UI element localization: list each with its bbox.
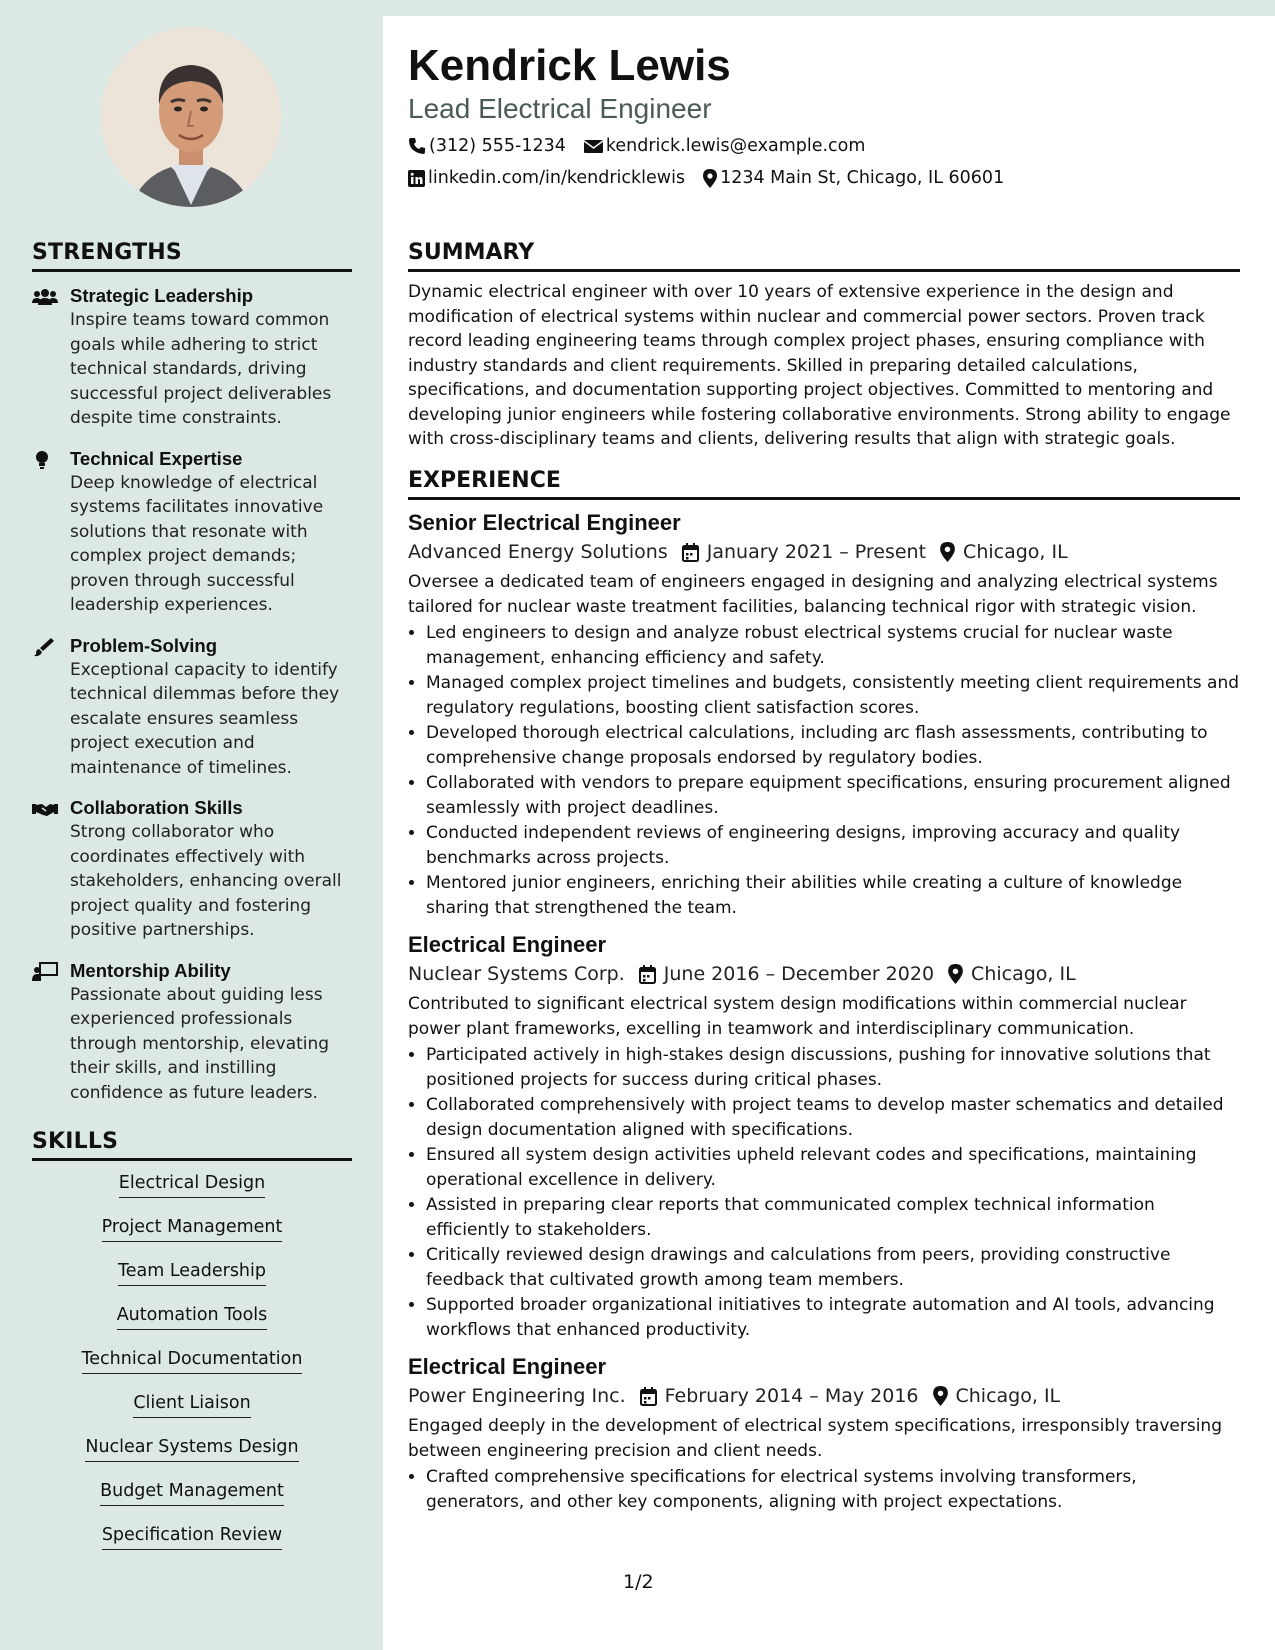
calendar-icon bbox=[640, 1387, 657, 1406]
job-dates: February 2014 – May 2016 bbox=[664, 1385, 919, 1407]
strength-title: Collaboration Skills bbox=[70, 797, 243, 818]
strength-title: Strategic Leadership bbox=[70, 285, 254, 306]
strengths-list bbox=[32, 284, 352, 1105]
strength-title: Technical Expertise bbox=[70, 447, 243, 469]
email-contact[interactable] bbox=[584, 134, 866, 158]
strength-text: Strong collaborator who coordinates effectively with stakeholders, enhancing overall project quality and fostering positive partnerships. bbox=[70, 822, 342, 940]
job-bullets bbox=[408, 621, 1240, 920]
map-marker-icon bbox=[933, 1386, 948, 1406]
skill-item: Specification Review bbox=[102, 1523, 282, 1550]
job-bullets bbox=[408, 1043, 1240, 1342]
job-company: Advanced Energy Solutions bbox=[408, 541, 668, 563]
linkedin-icon bbox=[408, 170, 425, 187]
job-entry bbox=[408, 508, 1240, 920]
experience-title: EXPERIENCE bbox=[408, 468, 1240, 500]
strength-title: Problem-Solving bbox=[70, 634, 217, 656]
job-meta bbox=[408, 1382, 1240, 1410]
linkedin-contact[interactable] bbox=[408, 166, 685, 190]
job-bullet: • Assisted in preparing clear reports that communicated complex technical information efficiently to stakeholders. bbox=[426, 1193, 1240, 1242]
job-dates: June 2016 – December 2020 bbox=[663, 963, 935, 985]
job-dates: January 2021 – Present bbox=[706, 541, 927, 563]
strength-text: Passionate about guiding less experienced professionals through mentorship, elevating their skills, and instilling confidence as future leaders. bbox=[70, 984, 330, 1103]
skill-item: Automation Tools bbox=[117, 1303, 268, 1330]
job-title: Electrical Engineer bbox=[408, 1354, 607, 1379]
envelope-icon bbox=[584, 138, 603, 154]
address-text: 1234 Main St, Chicago, IL 60601 bbox=[720, 168, 1005, 188]
job-bullet: • Led engineers to design and analyze robust electrical systems crucial for nuclear waste management, enhancing efficiency and safety. bbox=[426, 621, 1240, 670]
job-location: Chicago, IL bbox=[955, 1385, 1061, 1407]
job-description: Contributed to significant electrical system design modifications within commercial nuclear power plant frameworks, excelling in teamwork and interdisciplinary communication. bbox=[408, 994, 1187, 1039]
page-number: 1/2 bbox=[623, 1571, 654, 1593]
strength-title: Mentorship Ability bbox=[70, 959, 231, 981]
experience-section bbox=[408, 468, 1240, 1515]
job-bullet: • Collaborated comprehensively with project teams to develop master schematics and detailed design documentation aligned with specifications. bbox=[426, 1093, 1240, 1142]
skill-item: Electrical Design bbox=[119, 1171, 265, 1198]
job-bullet: • Ensured all system design activities upheld relevant codes and specifications, maintaining operational excellence in delivery. bbox=[426, 1143, 1240, 1192]
strength-item bbox=[32, 634, 352, 781]
job-location: Chicago, IL bbox=[971, 963, 1076, 985]
candidate-name: Kendrick Lewis bbox=[408, 41, 731, 90]
candidate-title: Lead Electrical Engineer bbox=[408, 93, 712, 124]
handshake-icon bbox=[32, 799, 58, 819]
skills-title: SKILLS bbox=[32, 1129, 352, 1161]
job-title: Electrical Engineer bbox=[408, 932, 607, 957]
skills-list bbox=[32, 1171, 352, 1550]
linkedin-text[interactable]: linkedin.com/in/kendricklewis bbox=[428, 168, 686, 188]
map-marker-icon bbox=[940, 542, 955, 562]
phone-text: (312) 555-1234 bbox=[429, 136, 566, 156]
job-bullet: • Participated actively in high-stakes design discussions, pushing for innovative solutions that positioned projects for success during critical phases. bbox=[426, 1043, 1240, 1092]
email-text[interactable]: kendrick.lewis@example.com bbox=[605, 136, 866, 156]
job-description: Oversee a dedicated team of engineers engaged in designing and analyzing electrical systems tailored for nuclear waste treatment facilities, balancing technical rigor with strategic vision. bbox=[408, 572, 1218, 617]
summary-text: Dynamic electrical engineer with over 10 years of extensive experience in the design and modification of electrical systems within nuclear and commercial power sectors. Proven track record leading engineering teams through complex project phases, ensuring compliance with industry standards and client requirements. Skilled in preparing detailed calculations, specifications, and documentation supporting project objectives. Committed to mentoring and developing junior engineers while fostering collaborative environments. Strong ability to engage with cross-disciplinary teams and clients, delivering results that align with strategic goals. bbox=[408, 282, 1231, 449]
job-location: Chicago, IL bbox=[963, 541, 1068, 563]
job-company: Power Engineering Inc. bbox=[408, 1385, 626, 1407]
skill-item: Technical Documentation bbox=[82, 1347, 303, 1374]
job-entry bbox=[408, 930, 1240, 1342]
skill-item: Budget Management bbox=[100, 1479, 284, 1506]
job-bullet: • Supported broader organizational initiatives to integrate automation and AI tools, advancing workflows that enhanced productivity. bbox=[426, 1293, 1240, 1342]
job-bullets bbox=[408, 1465, 1240, 1514]
strength-text: Deep knowledge of electrical systems facilitates innovative solutions that resonate with complex project demands; proven through successful leadership experiences. bbox=[70, 472, 324, 615]
job-company: Nuclear Systems Corp. bbox=[408, 963, 625, 985]
job-bullet: • Mentored junior engineers, enriching their abilities while creating a culture of knowledge sharing that strengthened the team. bbox=[426, 871, 1240, 920]
sidebar-content bbox=[32, 240, 352, 1567]
calendar-icon bbox=[682, 543, 699, 562]
job-meta bbox=[408, 538, 1240, 566]
job-bullet: • Conducted independent reviews of engineering designs, improving accuracy and quality benchmarks across projects. bbox=[426, 821, 1240, 870]
lightbulb-icon bbox=[32, 450, 58, 470]
strength-text: Inspire teams toward common goals while adhering to strict technical standards, driving successful project deliverables despite time constraints. bbox=[70, 310, 332, 428]
summary-title: SUMMARY bbox=[408, 240, 1240, 272]
job-entry bbox=[408, 1352, 1240, 1514]
strengths-title: STRENGTHS bbox=[32, 240, 352, 272]
job-description: Engaged deeply in the development of electrical system specifications, irresponsibly traversing between engineering precision and client needs. bbox=[408, 1416, 1222, 1461]
job-bullet: • Collaborated with vendors to prepare equipment specifications, ensuring procurement aligned seamlessly with project deadlines. bbox=[426, 771, 1240, 820]
job-bullet: • Managed complex project timelines and budgets, consistently meeting client requirements and regulatory regulations, boosting client satisfaction scores. bbox=[426, 671, 1240, 720]
profile-photo bbox=[101, 27, 281, 207]
job-bullet: • Crafted comprehensive specifications for electrical systems involving transformers, generators, and other key components, aligning with project expectations. bbox=[426, 1465, 1240, 1514]
calendar-icon bbox=[639, 965, 656, 984]
strength-item bbox=[32, 796, 352, 943]
skill-item: Client Liaison bbox=[133, 1391, 250, 1418]
job-bullet: • Critically reviewed design drawings and calculations from peers, providing constructive feedback that cultivated growth among team members. bbox=[426, 1243, 1240, 1292]
chalkboard-teacher-icon bbox=[32, 962, 58, 982]
skill-item: Nuclear Systems Design bbox=[85, 1435, 298, 1462]
strength-item bbox=[32, 284, 352, 431]
summary-section bbox=[408, 240, 1240, 452]
job-title: Senior Electrical Engineer bbox=[408, 510, 681, 535]
strength-item bbox=[32, 447, 352, 618]
skill-item: Team Leadership bbox=[118, 1259, 266, 1286]
job-meta bbox=[408, 960, 1240, 988]
job-bullet: • Developed thorough electrical calculations, including arc flash assessments, contributing to comprehensive change proposals endorsed by regulatory bodies. bbox=[426, 721, 1240, 770]
strength-text: Exceptional capacity to identify technical dilemmas before they escalate ensures seamless project execution and maintenance of timelines. bbox=[70, 659, 340, 778]
address-contact bbox=[703, 166, 1004, 190]
contact-row-1 bbox=[408, 134, 883, 158]
users-icon bbox=[32, 287, 58, 307]
phone-contact bbox=[408, 134, 566, 158]
map-marker-icon bbox=[703, 169, 717, 188]
brush-icon bbox=[32, 637, 58, 657]
contact-row-2 bbox=[408, 166, 1022, 190]
main-content bbox=[408, 0, 1240, 1650]
phone-icon bbox=[408, 137, 426, 155]
skill-item: Project Management bbox=[102, 1215, 283, 1242]
map-marker-icon bbox=[948, 964, 963, 984]
strength-item bbox=[32, 959, 352, 1106]
